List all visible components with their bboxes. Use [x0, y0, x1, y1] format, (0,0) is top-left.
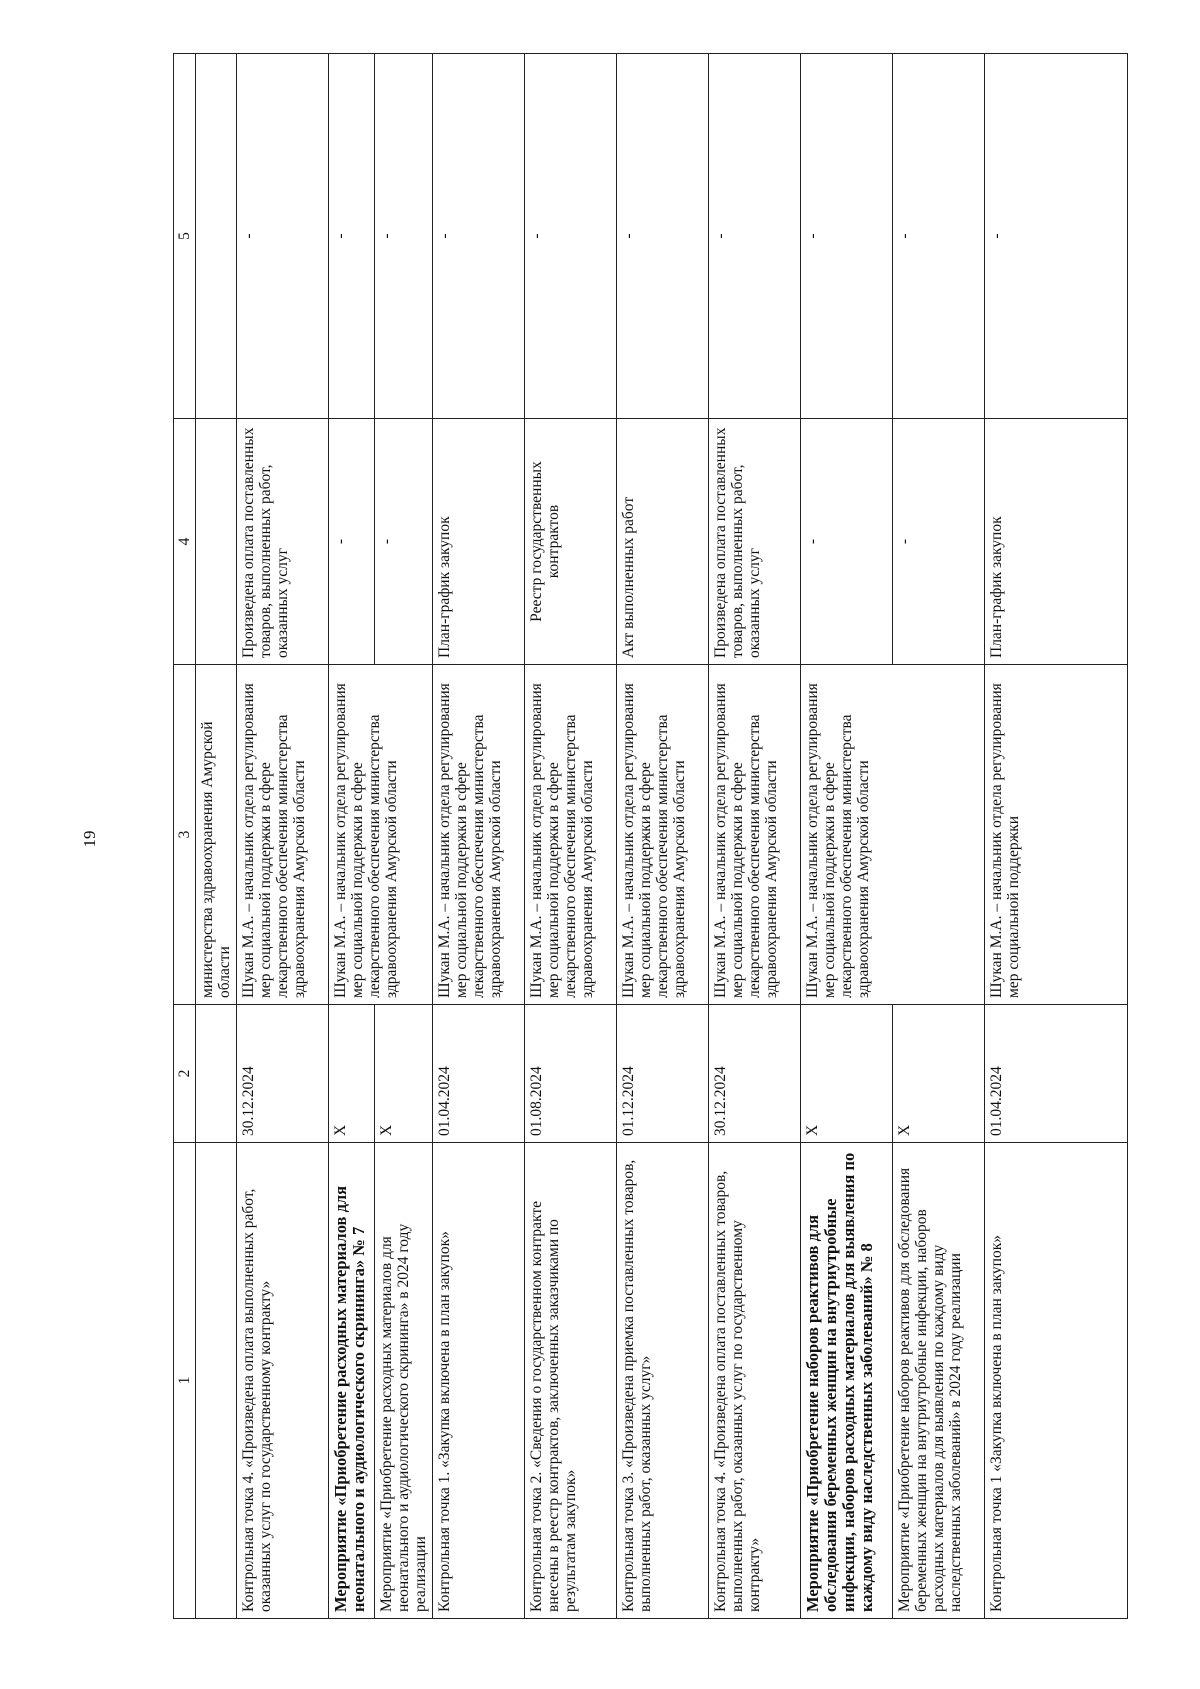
cell-responsible: Шукан М.А. – начальник отдела регулирования мер социальной поддержки в сфере лекарственного обеспечения министерства здравоохранения Амурской области [329, 665, 433, 1005]
cell-event: Контрольная точка 4. «Произведена оплата поставленных товаров, выполненных работ, оказанных услуг по государственному контракту» [709, 1143, 801, 1619]
cell-date: Х [801, 1005, 893, 1143]
cell-note [196, 54, 237, 419]
cell-event [196, 1143, 237, 1619]
cell-date [196, 1005, 237, 1143]
cell-date: Х [329, 1005, 375, 1143]
cell-document: Реестр государственных контрактов [525, 419, 617, 665]
cell-responsible: министерства здравоохранения Амурской области [196, 665, 237, 1005]
table-row [237, 54, 329, 1619]
cell-date: Х [375, 1005, 433, 1143]
cell-responsible: Шукан М.А. – начальник отдела регулирования мер социальной поддержки в сфере лекарственного обеспечения министерства здравоохранения Амурской области [709, 665, 801, 1005]
column-header: 5 [174, 54, 196, 419]
cell-event: Контрольная точка 1. «Закупка включена в план закупок» [433, 1143, 525, 1619]
table-row [329, 54, 375, 1619]
cell-note: - [525, 54, 617, 419]
column-header: 3 [174, 665, 196, 1005]
cell-responsible: Шукан М.А. – начальник отдела регулирования мер социальной поддержки в сфере лекарственного обеспечения министерства здравоохранения Амурской области [801, 665, 985, 1005]
cell-note: - [985, 54, 1128, 419]
table-row [617, 54, 709, 1619]
cell-date: Х [893, 1005, 985, 1143]
header-row [174, 54, 196, 1619]
cell-document [196, 419, 237, 665]
cell-event: Мероприятие «Приобретение наборов реактивов для обследования беременных женщин на внутриутробные инфекции, наборов расходных материалов для выявления по каждому виду наследственных заболеваний» в 2024 году реализации [893, 1143, 985, 1619]
cell-document: - [801, 419, 893, 665]
cell-responsible: Шукан М.А. – начальник отдела регулирования мер социальной поддержки [985, 665, 1128, 1005]
cell-document: - [329, 419, 375, 665]
cell-note: - [433, 54, 525, 419]
cell-note: - [709, 54, 801, 419]
cell-note: - [893, 54, 985, 419]
cell-event: Контрольная точка 1 «Закупка включена в план закупок» [985, 1143, 1128, 1619]
page-number: 19 [80, 830, 99, 848]
table-row [525, 54, 617, 1619]
cell-document: Произведена оплата поставленных товаров, выполненных работ, оказанных услуг [237, 419, 329, 665]
column-header: 4 [174, 419, 196, 665]
cell-date: 01.04.2024 [433, 1005, 525, 1143]
cell-document: План-график закупок [985, 419, 1128, 665]
cell-note: - [617, 54, 709, 419]
cell-document: Произведена оплата поставленных товаров, выполненных работ, оказанных услуг [709, 419, 801, 665]
cell-note: - [375, 54, 433, 419]
cell-date: 01.04.2024 [985, 1005, 1128, 1143]
cell-document: Акт выполненных работ [617, 419, 709, 665]
cell-note: - [237, 54, 329, 419]
cell-document: - [375, 419, 433, 665]
cell-event: Контрольная точка 4. «Произведена оплата выполненных работ, оказанных услуг по государственному контракту» [237, 1143, 329, 1619]
cell-note: - [801, 54, 893, 419]
cell-responsible: Шукан М.А. – начальник отдела регулирования мер социальной поддержки в сфере лекарственного обеспечения министерства здравоохранения Амурской области [433, 665, 525, 1005]
cell-event: Мероприятие «Приобретение расходных материалов для неонатального и аудиологического скрининга» в 2024 году реализации [375, 1143, 433, 1619]
column-header: 1 [174, 1143, 196, 1619]
cell-date: 01.08.2024 [525, 1005, 617, 1143]
cell-document: План-график закупок [433, 419, 525, 665]
table-row [709, 54, 801, 1619]
table-row [801, 54, 893, 1619]
cell-responsible: Шукан М.А. – начальник отдела регулирования мер социальной поддержки в сфере лекарственного обеспечения министерства здравоохранения Амурской области [617, 665, 709, 1005]
column-header: 2 [174, 1005, 196, 1143]
cell-date: 30.12.2024 [237, 1005, 329, 1143]
cell-responsible: Шукан М.А. – начальник отдела регулирования мер социальной поддержки в сфере лекарственного обеспечения министерства здравоохранения Амурской области [237, 665, 329, 1005]
cell-note: - [329, 54, 375, 419]
control-points-table [173, 53, 1128, 1619]
cell-document: - [893, 419, 985, 665]
cell-event: Мероприятие «Приобретение наборов реактивов для обследования беременных женщин на внутриутробные инфекции, наборов расходных материалов для выявления по каждому виду наследственных заболеваний» № 8 [801, 1143, 893, 1619]
cell-event: Контрольная точка 2. «Сведения о государственном контракте внесены в реестр контрактов, заключенных заказчиками по результатам закупок» [525, 1143, 617, 1619]
cell-event: Контрольная точка 3. «Произведена приемка поставленных товаров, выполненных работ, оказанных услуг» [617, 1143, 709, 1619]
rotated-table-sheet [173, 54, 1128, 1619]
table-row [433, 54, 525, 1619]
table-row [196, 54, 237, 1619]
cell-date: 30.12.2024 [709, 1005, 801, 1143]
cell-responsible: Шукан М.А. – начальник отдела регулирования мер социальной поддержки в сфере лекарственного обеспечения министерства здравоохранения Амурской области [525, 665, 617, 1005]
cell-event: Мероприятие «Приобретение расходных материалов для неонатального и аудиологического скрининга» № 7 [329, 1143, 375, 1619]
table-row [985, 54, 1128, 1619]
cell-date: 01.12.2024 [617, 1005, 709, 1143]
